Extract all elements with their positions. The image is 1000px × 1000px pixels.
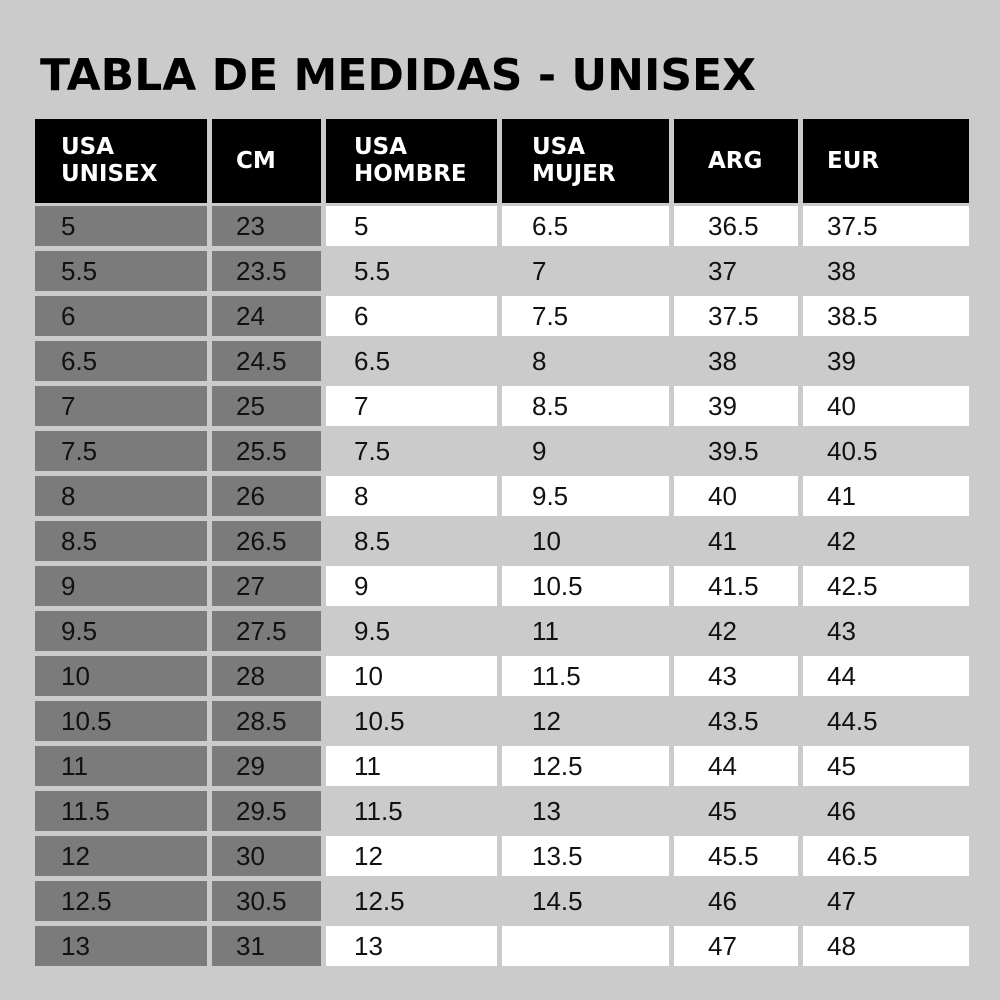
cell-usa-mujer: 12 xyxy=(532,705,561,736)
cell-eur: 37.5 xyxy=(803,206,969,246)
cell-arg: 47 xyxy=(674,926,798,966)
cell-usa-hombre: 5 xyxy=(326,206,497,246)
cell-usa-mujer: 14.5 xyxy=(532,885,583,916)
cell-usa-hombre: 7 xyxy=(326,386,497,426)
cell-usa-mujer: 11.5 xyxy=(502,656,669,696)
header-cm: CM xyxy=(212,119,321,203)
header-usa-hombre: USA HOMBRE xyxy=(326,119,497,203)
cell-arg: 39 xyxy=(674,386,798,426)
cell-eur: 42.5 xyxy=(803,566,969,606)
cell-cm: 30.5 xyxy=(212,881,321,921)
cell-cm: 26 xyxy=(212,476,321,516)
cell-usa-unisex: 11 xyxy=(35,746,207,786)
table-row xyxy=(35,701,969,741)
header-usa-unisex: USA UNISEX xyxy=(35,119,207,203)
cell-cm: 24.5 xyxy=(212,341,321,381)
cell-usa-hombre: 13 xyxy=(326,926,497,966)
cell-arg: 43 xyxy=(674,656,798,696)
cell-cm: 26.5 xyxy=(212,521,321,561)
cell-usa-unisex: 5 xyxy=(35,206,207,246)
cell-eur: 44 xyxy=(803,656,969,696)
cell-cm: 31 xyxy=(212,926,321,966)
table-row xyxy=(35,296,969,336)
cell-usa-unisex: 9.5 xyxy=(35,611,207,651)
cell-usa-hombre: 7.5 xyxy=(354,435,391,466)
cell-arg: 45 xyxy=(708,795,737,826)
cell-usa-unisex: 10.5 xyxy=(35,701,207,741)
table-row xyxy=(35,386,969,426)
cell-cm: 29.5 xyxy=(212,791,321,831)
cell-usa-unisex: 6.5 xyxy=(35,341,207,381)
cell-eur: 38.5 xyxy=(803,296,969,336)
cell-eur: 47 xyxy=(827,885,856,916)
cell-eur: 45 xyxy=(803,746,969,786)
cell-usa-mujer: 9 xyxy=(532,435,547,466)
cell-cm: 25.5 xyxy=(212,431,321,471)
cell-usa-hombre: 10.5 xyxy=(354,705,405,736)
size-chart-table xyxy=(35,119,969,971)
table-row xyxy=(35,926,969,966)
cell-usa-mujer: 7.5 xyxy=(502,296,669,336)
cell-arg: 42 xyxy=(708,615,737,646)
cell-arg: 41 xyxy=(708,525,737,556)
cell-usa-mujer: 8.5 xyxy=(502,386,669,426)
cell-usa-mujer: 8 xyxy=(532,345,547,376)
cell-cm: 23 xyxy=(212,206,321,246)
cell-arg: 43.5 xyxy=(708,705,759,736)
cell-usa-hombre: 12 xyxy=(326,836,497,876)
cell-arg: 44 xyxy=(674,746,798,786)
cell-arg: 46 xyxy=(708,885,737,916)
cell-usa-hombre: 9.5 xyxy=(354,615,391,646)
table-row xyxy=(35,791,969,831)
table-row xyxy=(35,656,969,696)
table-row xyxy=(35,566,969,606)
cell-eur: 38 xyxy=(827,255,856,286)
cell-usa-unisex: 12 xyxy=(35,836,207,876)
cell-usa-mujer: 6.5 xyxy=(502,206,669,246)
cell-usa-unisex: 7.5 xyxy=(35,431,207,471)
cell-eur: 39 xyxy=(827,345,856,376)
cell-eur: 41 xyxy=(803,476,969,516)
table-row xyxy=(35,836,969,876)
table-row xyxy=(35,431,969,471)
cell-usa-mujer: 7 xyxy=(532,255,547,286)
cell-usa-hombre: 11 xyxy=(326,746,497,786)
cell-eur: 42 xyxy=(827,525,856,556)
table-row xyxy=(35,611,969,651)
cell-usa-unisex: 9 xyxy=(35,566,207,606)
cell-usa-mujer: 13 xyxy=(532,795,561,826)
cell-usa-unisex: 8.5 xyxy=(35,521,207,561)
cell-usa-mujer xyxy=(502,926,669,966)
cell-usa-hombre: 12.5 xyxy=(354,885,405,916)
cell-usa-hombre: 8.5 xyxy=(354,525,391,556)
cell-cm: 30 xyxy=(212,836,321,876)
cell-cm: 29 xyxy=(212,746,321,786)
table-row xyxy=(35,521,969,561)
cell-usa-unisex: 8 xyxy=(35,476,207,516)
cell-cm: 23.5 xyxy=(212,251,321,291)
cell-cm: 27.5 xyxy=(212,611,321,651)
table-row xyxy=(35,881,969,921)
cell-eur: 44.5 xyxy=(827,705,878,736)
cell-arg: 37.5 xyxy=(674,296,798,336)
cell-usa-unisex: 5.5 xyxy=(35,251,207,291)
cell-usa-hombre: 6 xyxy=(326,296,497,336)
table-header-row xyxy=(35,119,969,203)
header-eur: EUR xyxy=(803,119,969,203)
page-title: TABLA DE MEDIDAS - UNISEX xyxy=(40,50,756,101)
cell-usa-unisex: 10 xyxy=(35,656,207,696)
cell-usa-hombre: 10 xyxy=(326,656,497,696)
cell-usa-mujer: 12.5 xyxy=(502,746,669,786)
cell-usa-hombre: 9 xyxy=(326,566,497,606)
cell-usa-mujer: 9.5 xyxy=(502,476,669,516)
header-arg: ARG xyxy=(674,119,798,203)
cell-usa-hombre: 5.5 xyxy=(354,255,391,286)
table-body xyxy=(35,206,969,966)
cell-usa-mujer: 11 xyxy=(532,615,559,646)
cell-usa-mujer: 10.5 xyxy=(502,566,669,606)
cell-usa-unisex: 12.5 xyxy=(35,881,207,921)
cell-usa-mujer: 13.5 xyxy=(502,836,669,876)
cell-usa-hombre: 8 xyxy=(326,476,497,516)
cell-usa-unisex: 6 xyxy=(35,296,207,336)
table-row xyxy=(35,746,969,786)
cell-usa-unisex: 13 xyxy=(35,926,207,966)
cell-usa-unisex: 7 xyxy=(35,386,207,426)
cell-cm: 24 xyxy=(212,296,321,336)
cell-arg: 37 xyxy=(708,255,737,286)
cell-cm: 28.5 xyxy=(212,701,321,741)
table-row xyxy=(35,206,969,246)
table-row xyxy=(35,251,969,291)
table-row xyxy=(35,341,969,381)
cell-eur: 43 xyxy=(827,615,856,646)
cell-arg: 45.5 xyxy=(674,836,798,876)
cell-arg: 41.5 xyxy=(674,566,798,606)
cell-usa-hombre: 11.5 xyxy=(354,795,403,826)
cell-eur: 40.5 xyxy=(827,435,878,466)
cell-arg: 39.5 xyxy=(708,435,759,466)
cell-eur: 40 xyxy=(803,386,969,426)
cell-eur: 46 xyxy=(827,795,856,826)
cell-arg: 36.5 xyxy=(674,206,798,246)
cell-usa-hombre: 6.5 xyxy=(354,345,391,376)
header-usa-mujer: USA MUJER xyxy=(502,119,669,203)
cell-arg: 38 xyxy=(708,345,737,376)
cell-usa-unisex: 11.5 xyxy=(35,791,207,831)
cell-cm: 25 xyxy=(212,386,321,426)
cell-eur: 48 xyxy=(803,926,969,966)
cell-cm: 28 xyxy=(212,656,321,696)
cell-cm: 27 xyxy=(212,566,321,606)
cell-usa-mujer: 10 xyxy=(532,525,561,556)
cell-arg: 40 xyxy=(674,476,798,516)
cell-eur: 46.5 xyxy=(803,836,969,876)
table-row xyxy=(35,476,969,516)
